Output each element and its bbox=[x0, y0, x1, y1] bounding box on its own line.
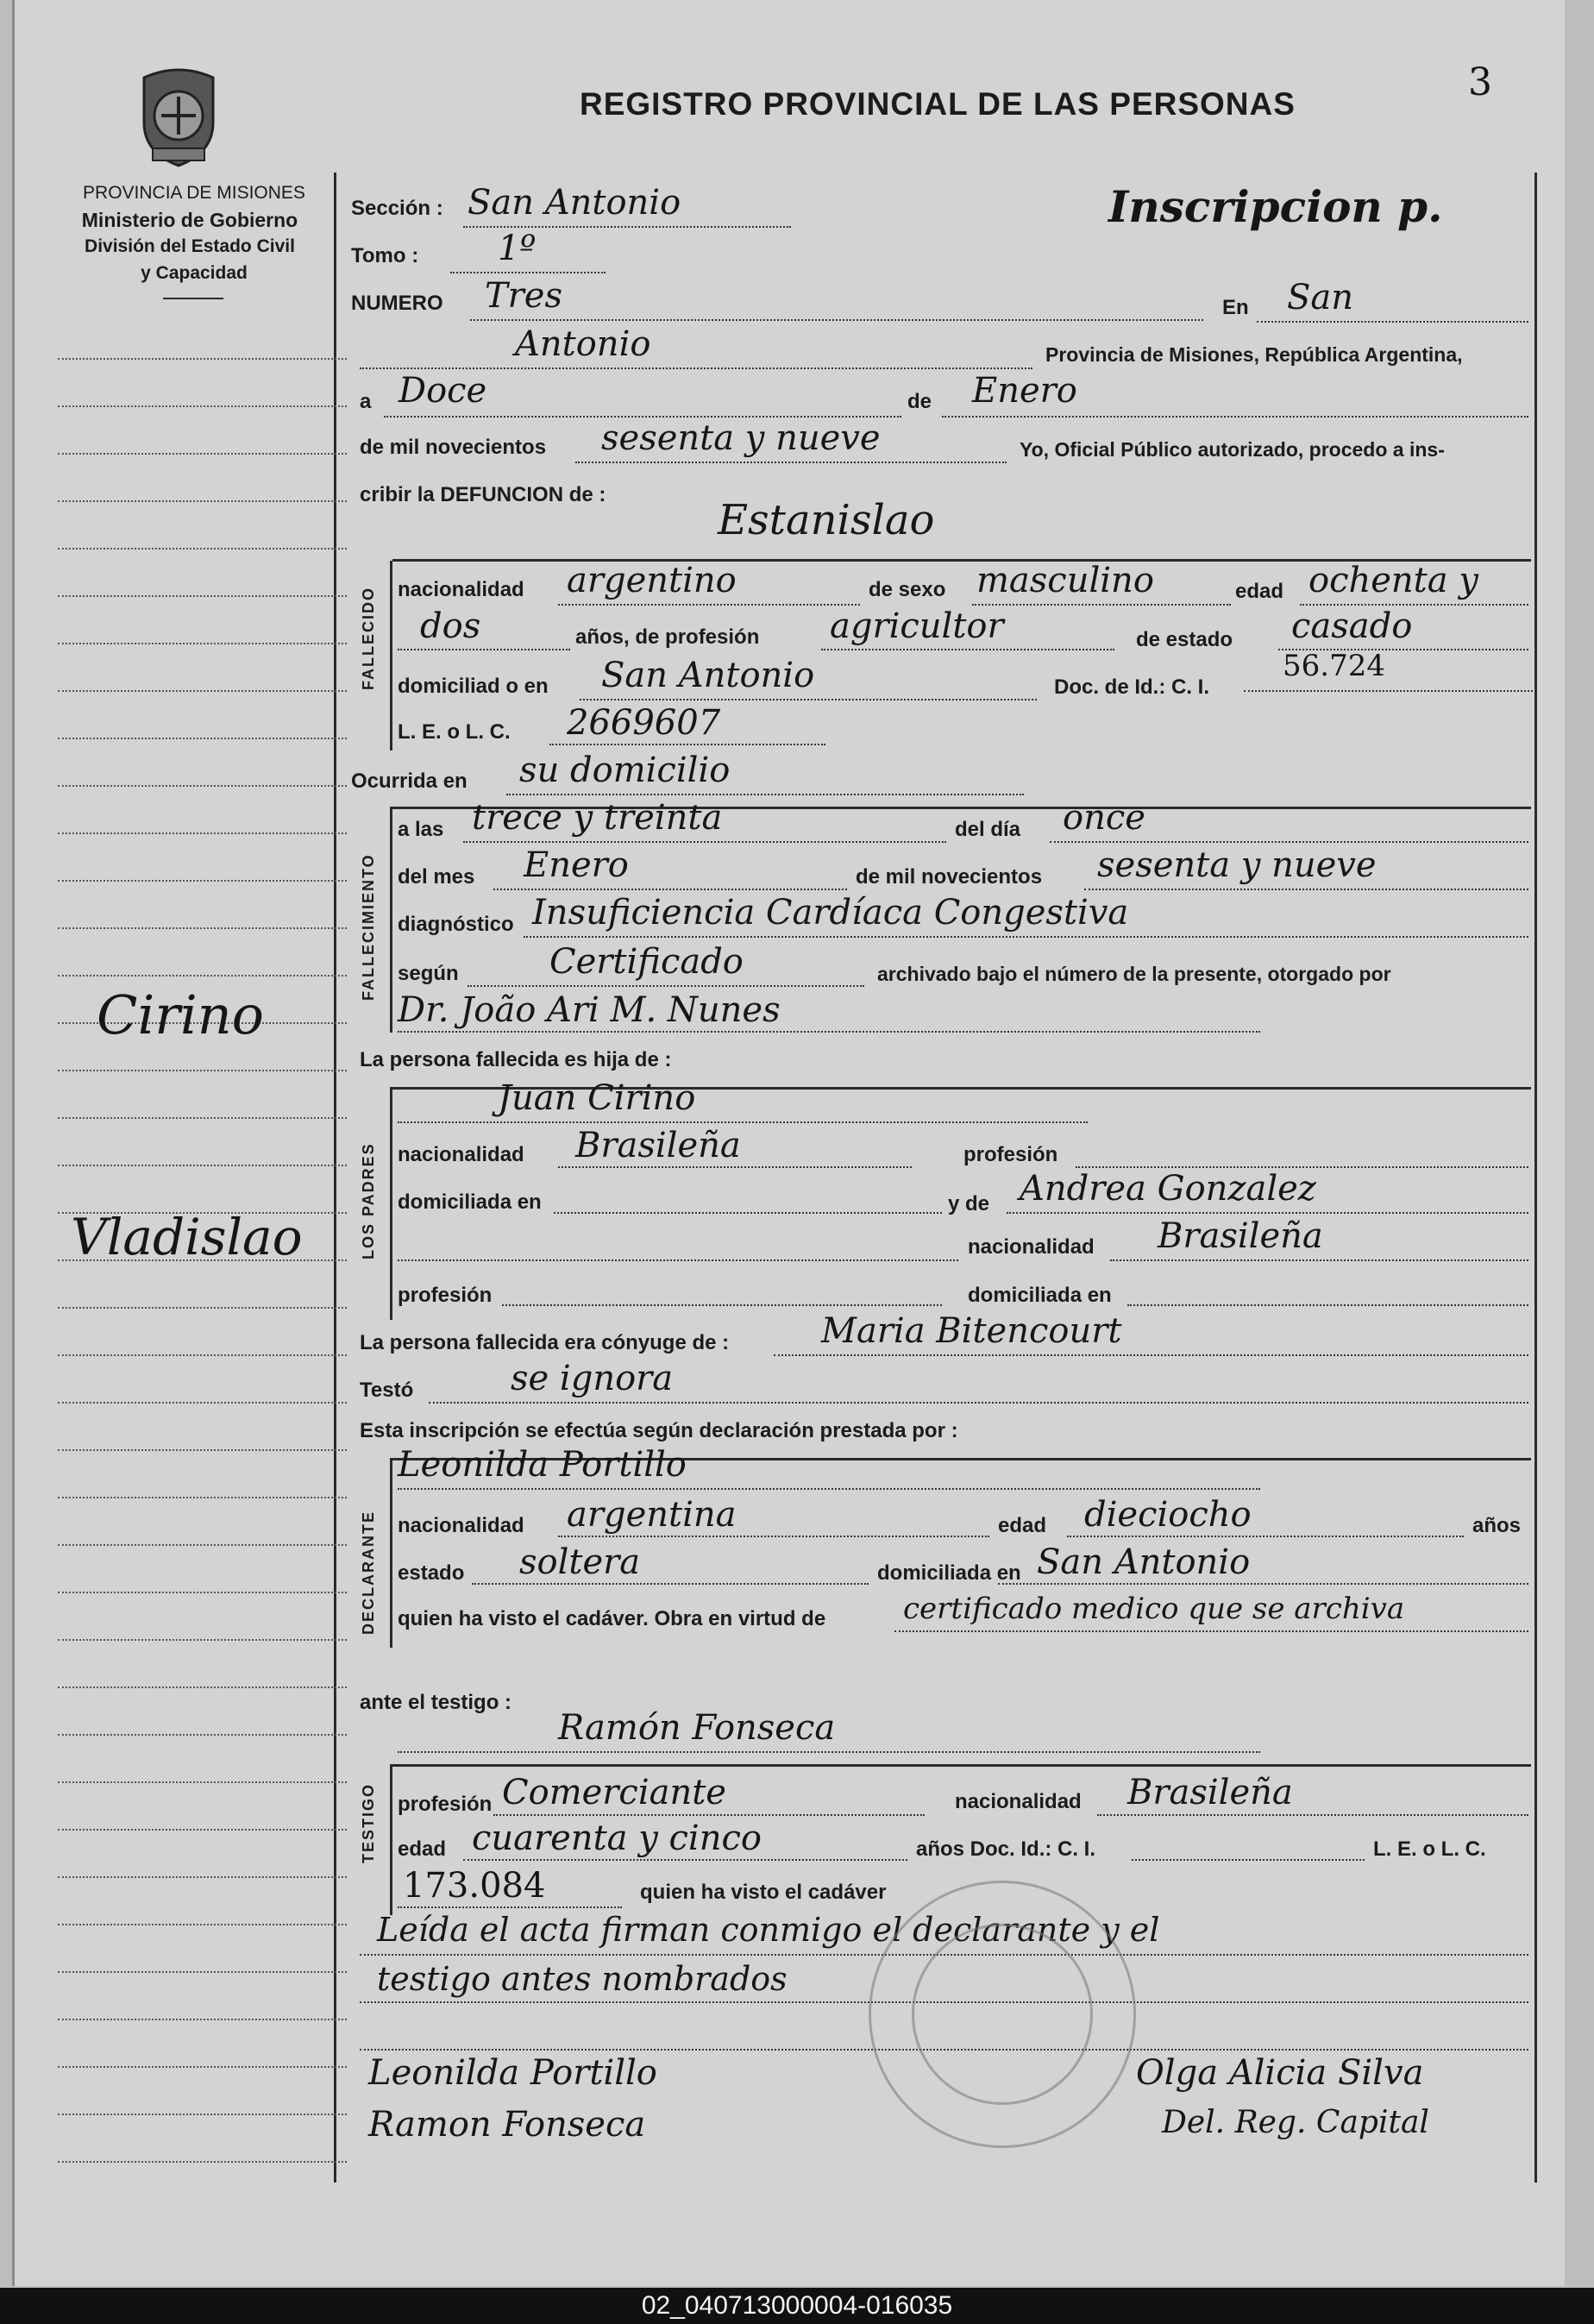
label-testo: Testó bbox=[360, 1379, 414, 1402]
label-tomo: Tomo : bbox=[351, 244, 419, 267]
value-profesion-1: agricultor bbox=[830, 606, 1004, 646]
label-nacionalidad-testigo: nacionalidad bbox=[955, 1790, 1082, 1813]
label-profesion-padre: profesión bbox=[963, 1143, 1058, 1166]
value-deceased-name: Estanislao bbox=[718, 496, 935, 544]
page-number: 3 bbox=[1468, 60, 1492, 104]
section-fallecido: FALLECIDO bbox=[360, 587, 377, 690]
value-nacionalidad-declarante: argentina bbox=[567, 1495, 737, 1535]
value-nacionalidad-padre: Brasileña bbox=[575, 1126, 741, 1165]
image-identifier: 02_040713000004-016035 bbox=[0, 2288, 1594, 2324]
label-ante-testigo: ante el testigo : bbox=[360, 1691, 512, 1714]
label-anos-doc-testigo: años Doc. Id.: C. I. bbox=[916, 1837, 1096, 1861]
header-underline bbox=[163, 298, 223, 299]
label-en: En bbox=[1222, 296, 1249, 319]
label-del-mes: del mes bbox=[398, 865, 475, 889]
label-seccion: Sección : bbox=[351, 197, 443, 220]
label-profesion-madre: profesión bbox=[398, 1284, 493, 1307]
value-nacionalidad-testigo: Brasileña bbox=[1127, 1773, 1293, 1812]
value-lugar-defuncion: su domicilio bbox=[519, 751, 731, 790]
value-estado-declarante: soltera bbox=[519, 1542, 641, 1582]
label-mil-novecientos: de mil novecientos bbox=[360, 436, 547, 459]
label-domiciliado: domiciliad o en bbox=[398, 675, 549, 698]
label-doc-id: Doc. de Id.: C. I. bbox=[1054, 675, 1210, 699]
signature-oficial-title: Del. Reg. Capital bbox=[1162, 2105, 1429, 2140]
value-domicilio-declarante: San Antonio bbox=[1037, 1542, 1251, 1582]
value-domicilio-1: San Antonio bbox=[601, 656, 815, 695]
label-oficial: Yo, Oficial Público autorizado, procedo a ins- bbox=[1020, 438, 1445, 461]
label-domiciliada-declarante: domiciliada en bbox=[877, 1561, 1021, 1585]
value-hora: trece y treinta bbox=[472, 798, 723, 838]
value-le-lc-1: 2669607 bbox=[567, 703, 721, 743]
right-frame-line bbox=[1534, 173, 1537, 2183]
value-cierre-1: Leída el acta firman conmigo el declarante y el bbox=[377, 1911, 1160, 1949]
value-nacionalidad-1: argentino bbox=[567, 561, 737, 600]
value-profesion-testigo: Comerciante bbox=[502, 1773, 726, 1812]
value-edad-declarante: dieciocho bbox=[1084, 1495, 1252, 1535]
value-edad-testigo: cuarenta y cinco bbox=[472, 1818, 762, 1858]
margin-note-given-name: Vladislao bbox=[71, 1208, 303, 1266]
value-padre: Juan Cirino bbox=[498, 1078, 696, 1118]
value-year: sesenta y nueve bbox=[601, 418, 881, 458]
value-mes-defuncion: Enero bbox=[524, 845, 629, 885]
label-nacionalidad-madre: nacionalidad bbox=[968, 1235, 1095, 1259]
label-ocurrida: Ocurrida en bbox=[351, 769, 468, 793]
value-madre: Andrea Gonzalez bbox=[1020, 1169, 1316, 1209]
value-place-part1: San bbox=[1287, 278, 1354, 317]
status-stamp-handwritten: Inscripcion p. bbox=[1108, 181, 1443, 232]
label-le-lc-testigo: L. E. o L. C. bbox=[1373, 1837, 1486, 1861]
label-edad-1: edad bbox=[1235, 580, 1284, 603]
label-diagnostico: diagnóstico bbox=[398, 913, 514, 936]
value-obra-en-virtud: certificado medico que se archiva bbox=[903, 1592, 1405, 1626]
value-sexo: masculino bbox=[976, 561, 1154, 600]
value-nacionalidad-madre: Brasileña bbox=[1158, 1216, 1323, 1256]
label-de: de bbox=[907, 390, 932, 413]
label-segun: según bbox=[398, 962, 459, 985]
value-edad-2: dos bbox=[420, 606, 481, 646]
margin-note-surname: Cirino bbox=[97, 983, 264, 1046]
section-los-padres: LOS PADRES bbox=[360, 1142, 377, 1259]
label-del-dia: del día bbox=[955, 818, 1021, 841]
capacity-header: y Capacidad bbox=[141, 263, 248, 283]
value-seccion: San Antonio bbox=[468, 183, 681, 223]
value-cierre-2: testigo antes nombrados bbox=[377, 1960, 788, 1998]
province-header: PROVINCIA DE MISIONES bbox=[83, 183, 305, 203]
label-edad-declarante: edad bbox=[998, 1514, 1047, 1537]
section-fallecimiento: FALLECIMIENTO bbox=[360, 853, 377, 1001]
value-month: Enero bbox=[972, 371, 1077, 411]
coat-of-arms-emblem bbox=[127, 62, 230, 170]
label-cadaver-testigo: quien ha visto el cadáver bbox=[640, 1881, 887, 1904]
value-place-part2: Antonio bbox=[515, 324, 651, 364]
label-y-de: y de bbox=[948, 1192, 990, 1215]
label-archivado: archivado bajo el número de la presente, otorgado por bbox=[877, 963, 1391, 985]
value-declarante: Leonilda Portillo bbox=[398, 1445, 687, 1485]
value-tomo: 1º bbox=[498, 229, 537, 268]
label-a: a bbox=[360, 390, 372, 413]
label-edad-testigo: edad bbox=[398, 1837, 447, 1861]
value-ano-defuncion: sesenta y nueve bbox=[1097, 845, 1377, 885]
label-domiciliada-padres: domiciliada en bbox=[398, 1190, 542, 1214]
value-doc-testigo: 173.084 bbox=[403, 1866, 546, 1906]
signature-declarante: Leonilda Portillo bbox=[368, 2053, 657, 2093]
value-numero: Tres bbox=[485, 276, 562, 316]
section-declarante: DECLARANTE bbox=[360, 1511, 377, 1635]
label-estado-declarante: estado bbox=[398, 1561, 465, 1585]
label-sexo: de sexo bbox=[869, 578, 946, 601]
signature-testigo: Ramon Fonseca bbox=[368, 2105, 646, 2145]
value-medico: Dr. João Ari M. Nunes bbox=[398, 990, 781, 1030]
label-estado-1: de estado bbox=[1136, 628, 1233, 651]
label-numero: NUMERO bbox=[351, 292, 443, 315]
label-cadaver-declarante: quien ha visto el cadáver. Obra en virtud de bbox=[398, 1607, 826, 1630]
value-day: Doce bbox=[398, 371, 487, 411]
ministry-header: Ministerio de Gobierno bbox=[81, 209, 298, 231]
margin-line bbox=[334, 173, 336, 2183]
label-anos-profesion: años, de profesión bbox=[575, 625, 760, 649]
value-ci: 56.724 bbox=[1283, 649, 1385, 683]
label-anos-declarante: años bbox=[1472, 1514, 1522, 1537]
label-nacionalidad-1: nacionalidad bbox=[398, 578, 524, 601]
label-provincia: Provincia de Misiones, República Argentina, bbox=[1045, 343, 1463, 366]
label-domiciliada-madre: domiciliada en bbox=[968, 1284, 1112, 1307]
label-conyuge: La persona fallecida era cónyuge de : bbox=[360, 1331, 730, 1354]
label-nacionalidad-declarante: nacionalidad bbox=[398, 1514, 524, 1537]
label-hija-de: La persona fallecida es hija de : bbox=[360, 1048, 672, 1071]
division-header: División del Estado Civil bbox=[85, 236, 295, 256]
label-le-lc-1: L. E. o L. C. bbox=[398, 720, 511, 744]
label-profesion-testigo: profesión bbox=[398, 1793, 493, 1816]
register-page bbox=[12, 0, 1565, 2286]
value-segun: Certificado bbox=[549, 942, 744, 982]
label-nacionalidad-padre: nacionalidad bbox=[398, 1143, 524, 1166]
label-a-las: a las bbox=[398, 818, 444, 841]
value-dia-defuncion: once bbox=[1063, 798, 1145, 838]
value-diagnostico: Insuficiencia Cardíaca Congestiva bbox=[532, 893, 1129, 933]
section-testigo: TESTIGO bbox=[360, 1782, 377, 1863]
label-inscripcion: Esta inscripción se efectúa según declaración prestada por : bbox=[360, 1419, 958, 1442]
value-estado-1: casado bbox=[1291, 606, 1413, 646]
signature-oficial: Olga Alicia Silva bbox=[1136, 2053, 1424, 2093]
label-mil-novecientos-2: de mil novecientos bbox=[856, 865, 1043, 889]
document-title: REGISTRO PROVINCIAL DE LAS PERSONAS bbox=[580, 86, 1296, 122]
value-edad-1: ochenta y bbox=[1308, 561, 1478, 600]
label-inscribir: cribir la DEFUNCION de : bbox=[360, 483, 606, 506]
value-conyuge: Maria Bitencourt bbox=[821, 1311, 1122, 1351]
value-testigo: Ramón Fonseca bbox=[558, 1708, 836, 1748]
value-testo: se ignora bbox=[511, 1359, 674, 1398]
